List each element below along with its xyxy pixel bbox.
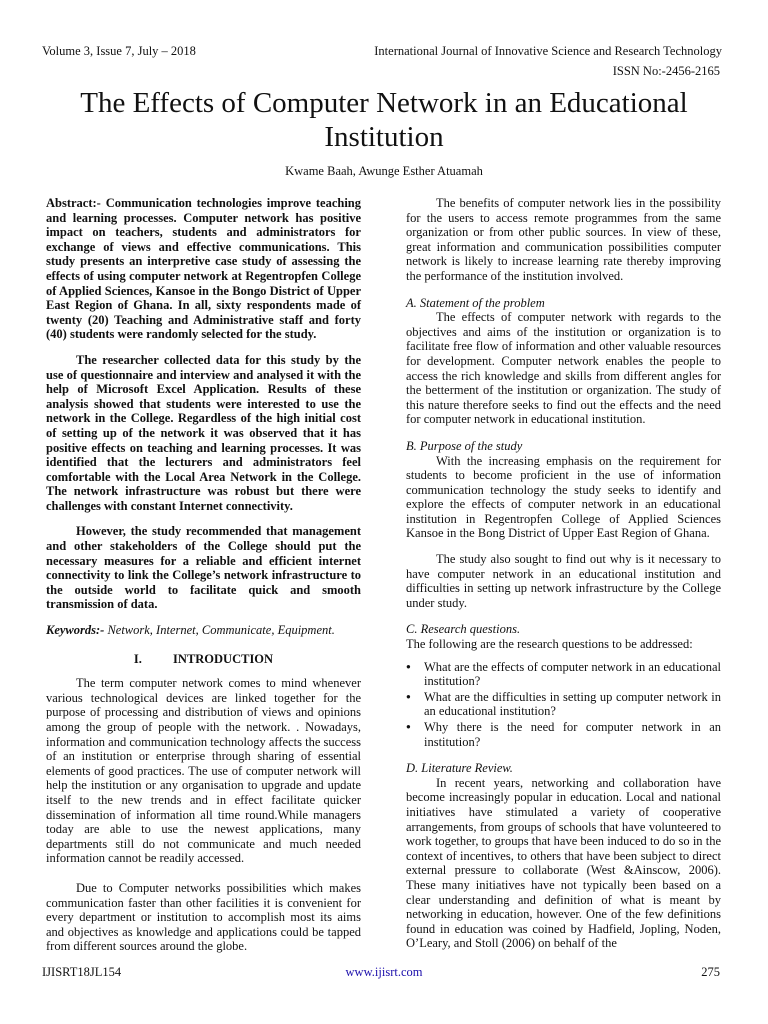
research-questions-intro: The following are the research questions to be addressed: (406, 637, 693, 652)
list-item: ● What are the effects of computer network in an educational institution? (424, 660, 721, 689)
purpose-heading: B. Purpose of the study (406, 438, 523, 453)
benefits-paragraph: The benefits of computer network lies in the possibility for the users to access remote programmes from the same organization or from other public sources. In view of these, great information and communication possibilities computer network is likely to increase learning rate thereby improving the performance of the institution involved. (406, 196, 721, 283)
abstract-paragraph-3: However, the study recommended that management and other stakeholders of the College should put the necessary measures for a reliable and efficient internet connectivity to link the College’s network infrastructure to the outside world to facilitate quick and smooth transmission of data. (46, 524, 361, 612)
keywords (46, 623, 361, 638)
page-number: 275 (701, 965, 720, 979)
statement-paragraph: The effects of computer network with regards to the objectives and aims of the institution or organization is to facilitate free flow of information and other valuable resources for development. Computer network enables the people to access the rich knowledge and skills from different angles for the betterment of the institution or organization. The study of this nature therefore seeks to find out the effects and the need for computer network in educational institution. (406, 310, 721, 427)
section-title: INTRODUCTION (173, 651, 274, 666)
right-column (406, 196, 721, 951)
purpose-paragraph-2: The study also sought to find out why is it necessary to have computer network in an educational institution and difficulties in setting up network infrastructure by the College under study. (406, 552, 721, 610)
abstract-paragraph-2: The researcher collected data for this study by the use of questionnaire and interview and analysed it with the help of Microsoft Excel Application. Results of these analysis showed that students were interested to use the network in the College. Regardless of the high initial cost of setting up of the network it was observed that it has positive effects on teaching and learning processes. It was identified that the lecturers and administrators feel comfortable with the Local Area Network in the College. The network infrastructure was robust but there were challenges with constant Internet connectivity. (46, 352, 361, 513)
journal-name: International Journal of Innovative Science and Research Technology (374, 44, 722, 58)
list-item: ● Why there is the need for computer network in an institution? (424, 720, 721, 749)
introduction-paragraph-2: Due to Computer networks possibilities which makes communication faster than other facilities it is convenient for every department or institution to accomplish most its aims and objectives as knowledge and applications could be tapped from different sources around the globe. (46, 880, 361, 954)
issn: ISSN No:-2456-2165 (612, 64, 720, 78)
introduction-paragraph-1: The term computer network comes to mind whenever various technological devices are linked together for the purpose of processing and distribution of views and opinions among the group of people with the network. . Nowadays, information and communication technology affects the success of an institution or enterprise through sharing of essential elements of good practices. The use of computer network will help the institution or any organisation to upgrade and update itself to the new trends and in effect facilitate quicker dissemination of information all time round.While managers today are able to use the newest applications, many departments still do not communicate and much needed information cannot be readily accessed. (46, 676, 361, 866)
paper-title: The Effects of Computer Network in an Educational Institution (80, 87, 688, 153)
literature-review-paragraph: In recent years, networking and collaboration have become increasingly popular in education. Local and national initiatives have stimulated a variety of cooperative arrangements, from groups of schools that have volunteered to work together, to groups that have been induced to do so in the context of incentives, to others that have been subject to direct external pressure to collaborate (West &Ainscow, 2006). These many initiatives have not typically been based on a clear understanding and definition of what is meant by networking in education, however. One of the few definitions found in education was coined by Hadfield, Jopling, Noden, O’Leary, and Stoll (2006) on behalf of the (406, 775, 721, 951)
abstract-text-1: Communication technologies improve teaching and learning processes. Computer network has positive impact on teachers, students and administrators for exchange of views and effective communications. This study presents an interpretive case study of assessing the effects of using computer network at Regentropfen College of Applied Sciences, Kansoe in the Bongo District of Upper East Region of Ghana. In all, sixty respondents made of twenty (20) Teaching and Administrative staff and forty (40) students were randomly selected for the study. (46, 196, 361, 342)
abstract-label: Abstract:- (46, 196, 101, 210)
purpose-paragraph-1: With the increasing emphasis on the requirement for students to become proficient in the use of information communication technology the study seeks to identify and explore the effects of computer network in an educational institution in Regentropfen College of Applied Sciences Kansoe in the Bong District of Upper East Region of Ghana. (406, 453, 721, 541)
research-questions-heading: C. Research questions. (406, 622, 521, 637)
introduction-heading (46, 652, 361, 667)
list-item: ● What are the difficulties in setting up computer network in an educational institution? (424, 690, 721, 719)
research-questions-list (406, 660, 721, 750)
authors: Kwame Baah, Awunge Esther Atuamah (285, 164, 483, 178)
paper-code: IJISRT18JL154 (42, 965, 122, 979)
volume-info: Volume 3, Issue 7, July – 2018 (42, 44, 196, 58)
keywords-label: Keywords:- (46, 623, 105, 638)
left-column (46, 196, 361, 954)
journal-url-link[interactable]: www.ijisrt.com (345, 965, 423, 979)
abstract-paragraph-1 (46, 196, 361, 342)
statement-heading: A. Statement of the problem (406, 295, 545, 310)
section-number: I. (133, 651, 142, 666)
literature-review-heading: D. Literature Review. (406, 761, 513, 776)
keywords-text: Network, Internet, Communicate, Equipment. (107, 623, 335, 638)
